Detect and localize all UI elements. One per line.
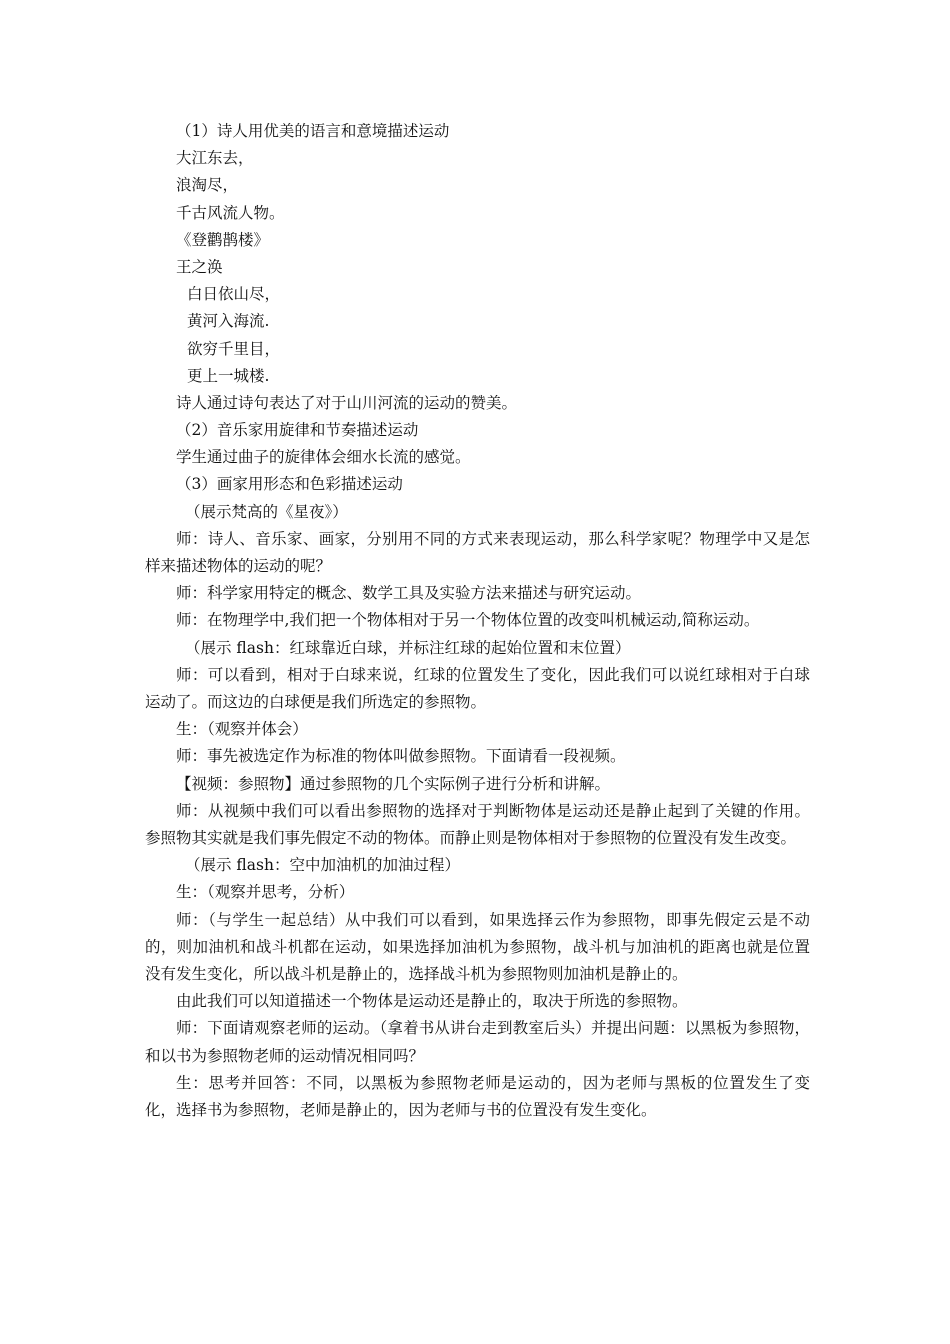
paragraph: 生：（观察并体会）: [176, 720, 308, 739]
stage-direction: （展示 flash：红球靠近白球，并标注红球的起始位置和末位置）: [185, 638, 631, 657]
poem-line: 欲穷千里目，: [187, 339, 281, 358]
poem-title: 《登鹳鹊楼》: [176, 230, 270, 249]
section-heading-painter: （3）画家用形态和色彩描述运动: [176, 475, 403, 494]
stage-direction: （展示 flash：空中加油机的加油过程）: [185, 856, 460, 875]
paragraph: 学生通过曲子的旋律体会细水长流的感觉。: [176, 448, 471, 467]
paragraph: 【视频：参照物】通过参照物的几个实际例子进行分析和讲解。: [176, 774, 611, 793]
paragraph: 生：（观察并思考，分析）: [176, 883, 355, 902]
poem-line: 更上一城楼.: [187, 366, 270, 385]
paragraph: 由此我们可以知道描述一个物体是运动还是静止的，取决于所选的参照物。: [176, 992, 688, 1011]
paragraph: 师：下面请观察老师的运动。（拿着书从讲台走到教室后头）并提出问题：以黑板为参照物，和以书为参照物老师的运动情况相同吗？: [145, 1019, 810, 1065]
paragraph: 师：在物理学中,我们把一个物体相对于另一个物体位置的改变叫机械运动,简称运动。: [176, 611, 760, 630]
paragraph: 生：思考并回答：不同，以黑板为参照物老师是运动的，因为老师与黑板的位置发生了变化，选择书为参照物，老师是静止的，因为老师与书的位置没有发生变化。: [145, 1073, 810, 1120]
paragraph: 师：（与学生一起总结）从中我们可以看到，如果选择云作为参照物，即事先假定云是不动的，则加油机和战斗机都在运动，如果选择加油机为参照物，战斗机与加油机的距离也就是位置没有发生变化，所以战斗机是静止的，选择战斗机为参照物则加油机是静止的。: [145, 910, 810, 984]
paragraph: 师：事先被选定作为标准的物体叫做参照物。下面请看一段视频。: [176, 747, 626, 766]
poem-line: 千古风流人物。: [176, 203, 285, 222]
poem-line: 浪淘尽，: [176, 176, 239, 195]
poem-line: 大江东去，: [176, 149, 254, 168]
stage-direction: （展示梵高的《星夜》）: [185, 502, 348, 521]
poem-author: 王之涣: [176, 257, 223, 276]
poem-line: 白日依山尽，: [187, 285, 281, 304]
section-heading-poet: （1）诗人用优美的语言和意境描述运动: [176, 122, 450, 140]
paragraph: 师：可以看到，相对于白球来说，红球的位置发生了变化，因此我们可以说红球相对于白球运动了。而这边的白球便是我们所选定的参照物。: [145, 665, 810, 712]
paragraph: 师：科学家用特定的概念、数学工具及实验方法来描述与研究运动。: [176, 584, 642, 603]
paragraph: 诗人通过诗句表达了对于山川河流的运动的赞美。: [176, 393, 518, 412]
paragraph: 师：诗人、音乐家、画家，分别用不同的方式来表现运动，那么科学家呢？物理学中又是怎样来描述物体的运动的呢？: [145, 529, 810, 576]
section-heading-musician: （2）音乐家用旋律和节奏描述运动: [176, 421, 419, 440]
poem-line: 黄河入海流.: [187, 312, 270, 331]
document-body: [145, 118, 810, 1124]
paragraph: 师：从视频中我们可以看出参照物的选择对于判断物体是运动还是静止起到了关键的作用。参照物其实就是我们事先假定不动的物体。而静止则是物体相对于参照物的位置没有发生改变。: [145, 801, 810, 848]
